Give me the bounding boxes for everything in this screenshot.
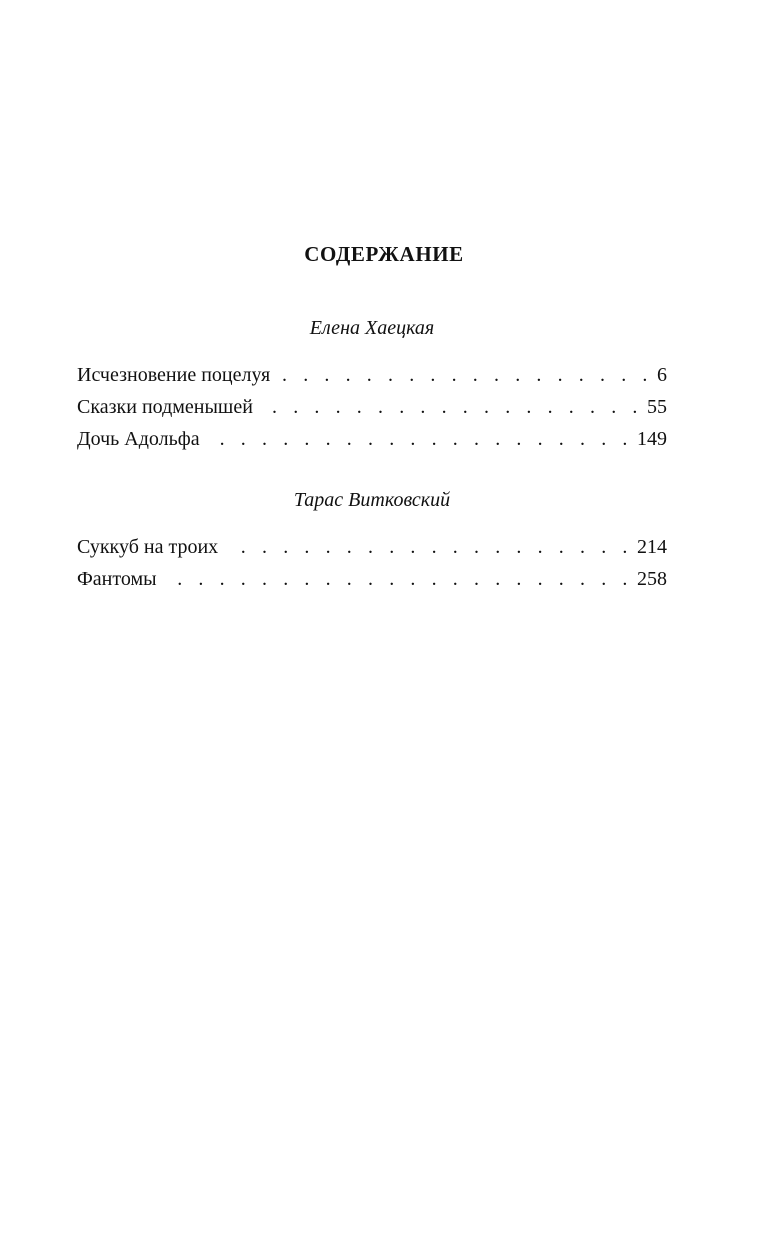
entry-page-number: 6 xyxy=(657,364,667,386)
section-author: Елена Хаецкая xyxy=(309,317,435,339)
entry-page-number: 55 xyxy=(647,396,667,418)
entry-page-number: 214 xyxy=(637,536,667,558)
toc-heading: СОДЕРЖАНИЕ xyxy=(304,242,464,266)
entry-title: Сказки подменышей xyxy=(77,396,253,418)
toc-entry xyxy=(77,563,667,595)
entry-title: Дочь Адольфа xyxy=(77,428,200,450)
dot-leader xyxy=(165,563,633,595)
toc-entry xyxy=(77,531,667,563)
entry-title: Суккуб на троих xyxy=(77,536,219,558)
toc-section-1 xyxy=(77,314,667,455)
entry-page-number: 258 xyxy=(637,568,667,590)
dot-leader xyxy=(278,359,653,391)
section-author: Тарас Витковский xyxy=(293,489,451,511)
dot-leader xyxy=(226,531,633,563)
toc-entry xyxy=(77,359,667,391)
dot-leader xyxy=(261,391,643,423)
toc-entry xyxy=(77,423,667,455)
entry-page-number: 149 xyxy=(637,428,667,450)
toc-section-2 xyxy=(77,486,667,595)
entry-title: Исчезновение поцелуя xyxy=(77,364,271,386)
toc-entry xyxy=(77,391,667,423)
dot-leader xyxy=(208,423,633,455)
entry-title: Фантомы xyxy=(77,568,157,590)
